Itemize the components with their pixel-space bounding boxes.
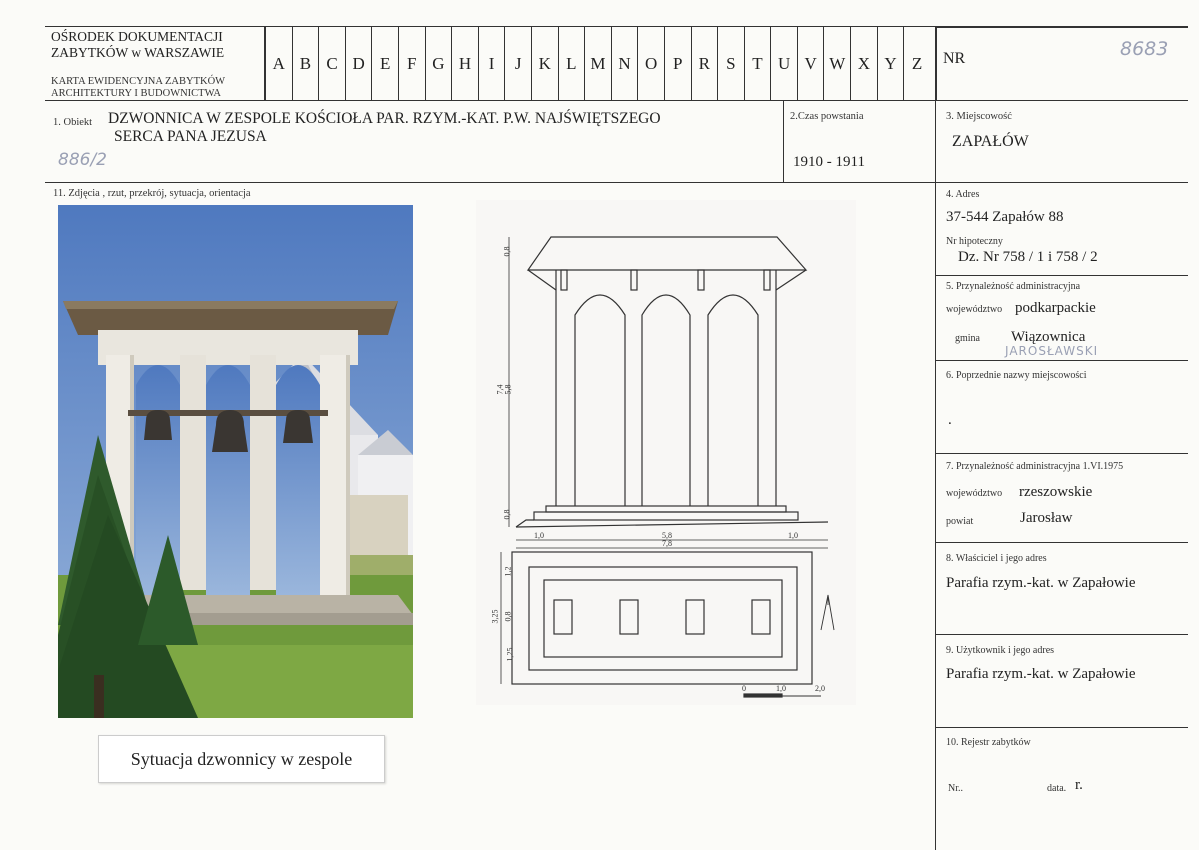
letter-cell-s: S — [717, 27, 744, 100]
admin-label: 5. Przynależność administracyjna — [946, 281, 1081, 292]
adres-label: 4. Adres — [946, 189, 980, 200]
czas-label: 2.Czas powstania — [790, 111, 864, 122]
letter-index — [265, 27, 930, 100]
admin-hand-note: JAROSŁAWSKI — [1005, 344, 1099, 358]
gmina-label: gmina — [955, 333, 980, 344]
belfry-photo-illustration — [58, 205, 413, 718]
dim-label: 5,8 — [503, 384, 513, 395]
obiekt-label: 1. Obiekt — [53, 117, 93, 128]
powiat-label: powiat — [946, 516, 974, 527]
miejscowosc-label: 3. Miejscowość — [946, 111, 1012, 122]
woj1975-value: rzeszowskie — [1019, 484, 1093, 500]
letter-cell-y: Y — [877, 27, 904, 100]
rejestr-nr-label: Nr.. — [948, 783, 963, 794]
rejestr-data-label: data. — [1047, 783, 1067, 794]
dim-label: 7,4 — [495, 384, 505, 395]
letter-cell-j: J — [504, 27, 531, 100]
woj1975-label: województwo — [946, 488, 1003, 499]
letter-cell-x: X — [850, 27, 877, 100]
architectural-drawing — [476, 200, 856, 705]
scale-label: 2,0 — [815, 684, 825, 693]
letter-cell-o: O — [637, 27, 664, 100]
letter-cell-v: V — [797, 27, 824, 100]
letter-cell-c: C — [318, 27, 345, 100]
wojewodztwo-label: województwo — [946, 304, 1003, 315]
rejestr-r-label: r. — [1075, 777, 1083, 793]
miejscowosc-value: ZAPAŁÓW — [952, 133, 1029, 150]
letter-cell-z: Z — [903, 27, 930, 100]
uzytkownik-label: 9. Użytkownik i jego adres — [946, 645, 1055, 656]
dim-label: 3,25 — [490, 609, 500, 624]
wlasciciel-value: Parafia rzym.-kat. w Zapałowie — [946, 575, 1136, 591]
dim-label: 0,8 — [503, 611, 513, 622]
nr-handwritten: 8683 — [1120, 38, 1169, 60]
elevation-and-plan-drawing — [476, 200, 856, 705]
letter-cell-b: B — [292, 27, 319, 100]
photo-caption: Sytuacja dzwonnicy w zespole — [98, 735, 385, 783]
dim-label: 1,0 — [788, 531, 798, 540]
letter-cell-k: K — [531, 27, 558, 100]
letter-cell-t: T — [744, 27, 771, 100]
poprzednie-label: 6. Poprzednie nazwy miejscowości — [946, 370, 1087, 381]
uzytkownik-value: Parafia rzym.-kat. w Zapałowie — [946, 666, 1136, 682]
letter-cell-d: D — [345, 27, 372, 100]
dim-label: 0,8 — [502, 246, 512, 257]
letter-cell-r: R — [691, 27, 718, 100]
letter-cell-u: U — [770, 27, 797, 100]
adres-value: 37-544 Zapałów 88 — [946, 209, 1064, 225]
belfry-photo — [58, 205, 413, 718]
letter-cell-h: H — [451, 27, 478, 100]
czas-value: 1910 - 1911 — [793, 154, 865, 170]
wojewodztwo-value: podkarpackie — [1015, 300, 1096, 316]
letter-cell-i: I — [478, 27, 505, 100]
dim-label: 0,8 — [502, 509, 512, 520]
letter-cell-f: F — [398, 27, 425, 100]
dim-label: 5,8 — [662, 531, 672, 540]
wlasciciel-label: 8. Właściciel i jego adres — [946, 553, 1047, 564]
zdjecia-label: 11. Zdjęcia , rzut, przekrój, sytuacja, orientacja — [53, 188, 251, 199]
letter-cell-a: A — [265, 27, 292, 100]
obiekt-value: DZWONNICA W ZESPOLE KOŚCIOŁA PAR. RZYM.-KAT. P.W. NAJŚWIĘTSZEGO SERCA PANA JEZUSA — [108, 110, 661, 145]
nr-label: NR — [943, 50, 966, 67]
scale-label: 0 — [742, 684, 746, 693]
poprzednie-value: . — [948, 412, 952, 428]
letter-cell-m: M — [584, 27, 611, 100]
letter-cell-e: E — [371, 27, 398, 100]
letter-cell-l: L — [558, 27, 585, 100]
obiekt-handwritten: 886/2 — [58, 150, 107, 170]
powiat-value: Jarosław — [1020, 510, 1073, 526]
dim-label: 1,0 — [534, 531, 544, 540]
letter-cell-p: P — [664, 27, 691, 100]
org-name: OŚRODEK DOKUMENTACJI ZABYTKÓW w WARSZAWIE — [51, 29, 225, 60]
rejestr-label: 10. Rejestr zabytków — [946, 737, 1031, 748]
dim-label: 7,8 — [662, 539, 672, 548]
hipoteczny-label: Nr hipoteczny — [946, 236, 1003, 247]
dim-label: 1,25 — [505, 647, 515, 662]
admin1975-label: 7. Przynależność administracyjna 1.VI.1975 — [946, 461, 1124, 472]
scale-label: 1,0 — [776, 684, 786, 693]
letter-cell-n: N — [611, 27, 638, 100]
letter-cell-w: W — [823, 27, 850, 100]
card-title: KARTA EWIDENCYJNA ZABYTKÓW ARCHITEKTURY I BUDOWNICTWA — [51, 76, 226, 99]
hipoteczny-value: Dz. Nr 758 / 1 i 758 / 2 — [958, 249, 1098, 265]
letter-cell-g: G — [425, 27, 452, 100]
dim-label: 1,2 — [503, 566, 513, 577]
gmina-value: Wiązownica — [1011, 329, 1086, 345]
